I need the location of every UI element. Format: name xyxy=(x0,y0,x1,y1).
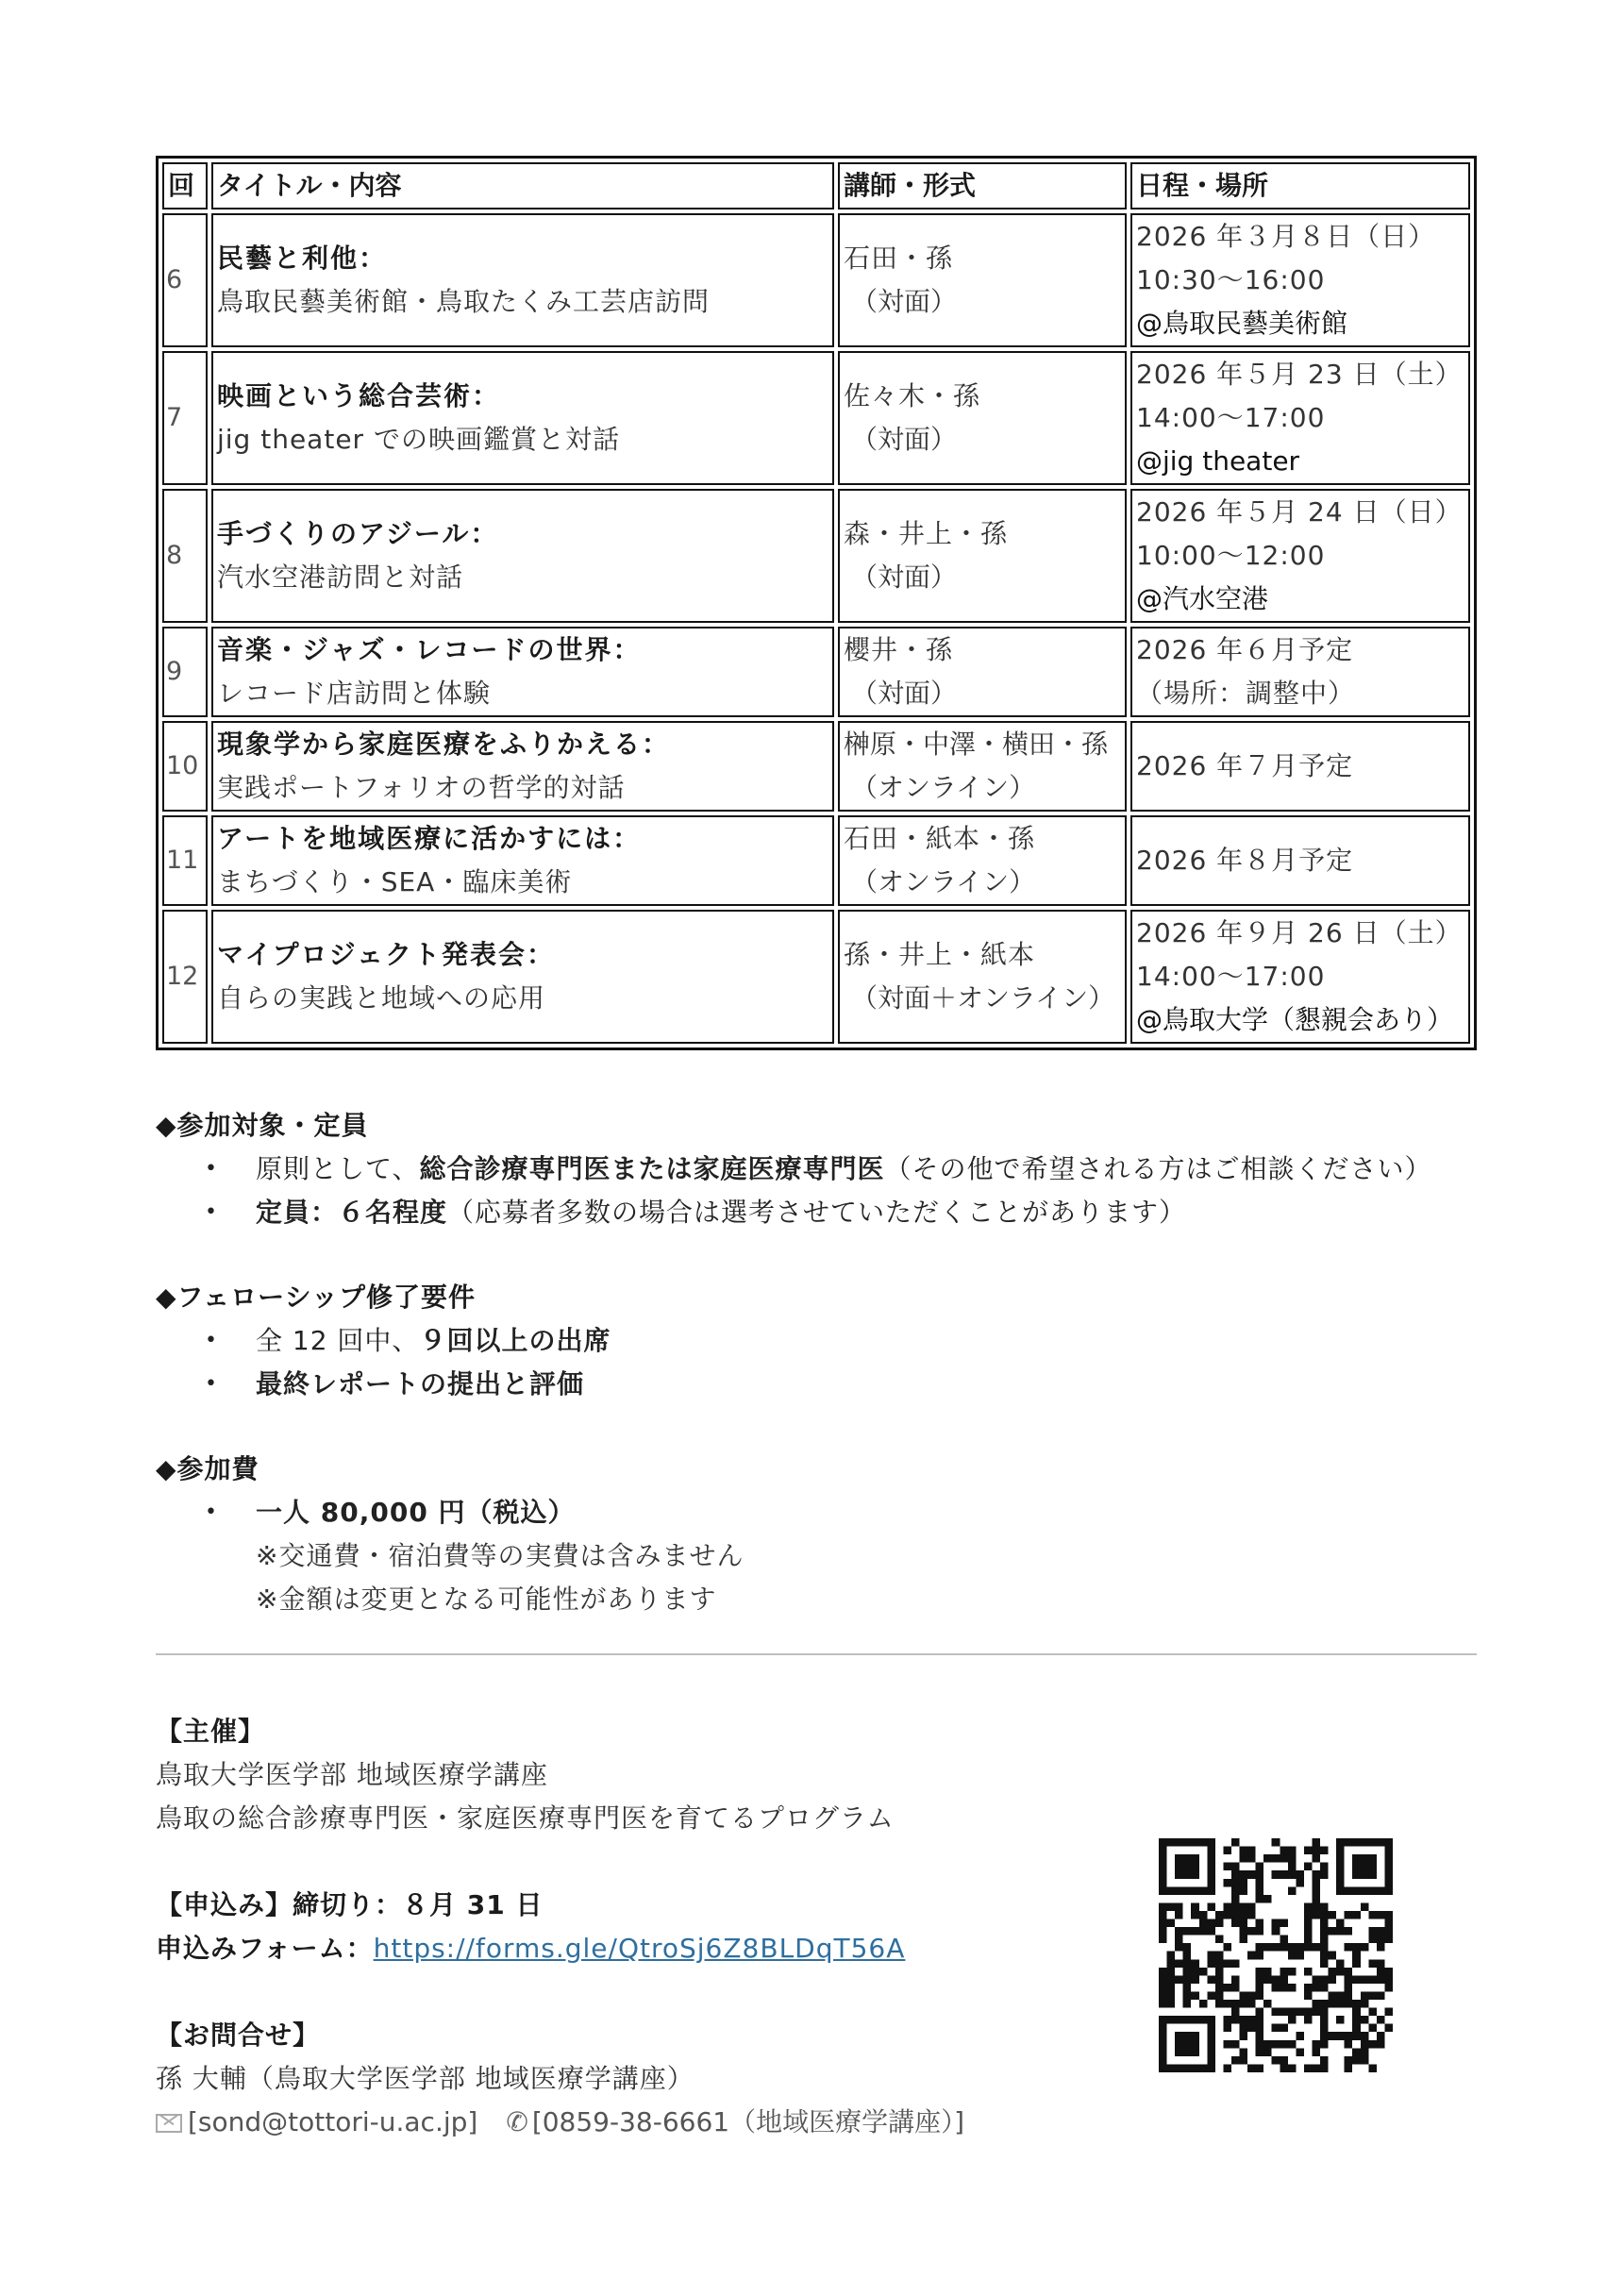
schedule-table xyxy=(156,156,1477,1050)
fee-list xyxy=(156,1491,1477,1534)
session-title: アートを地域医療に活かすには： xyxy=(217,823,642,854)
session-number: 12 xyxy=(162,910,208,1044)
table-row xyxy=(162,721,1470,812)
fee-amount: 一人 80,000 円（税込） xyxy=(256,1497,576,1528)
header-date: 日程・場所 xyxy=(1130,162,1470,209)
date-cell xyxy=(1130,213,1470,347)
session-place: （場所：調整中） xyxy=(1136,678,1356,709)
lecturer-names: 石田・紙本・孫 xyxy=(844,823,1036,854)
session-subtitle: 実践ポートフォリオの哲学的対話 xyxy=(217,772,626,803)
session-number: 8 xyxy=(162,489,208,623)
section-divider xyxy=(156,1653,1477,1655)
list-item xyxy=(156,1191,1477,1234)
table-row xyxy=(162,627,1470,717)
lecturer-names: 榊原・中澤・横田・孫 xyxy=(844,729,1109,760)
lecturer-cell xyxy=(838,213,1127,347)
date-cell xyxy=(1130,351,1470,485)
eligibility-list xyxy=(156,1148,1477,1234)
session-subtitle: まちづくり・SEA・臨床美術 xyxy=(217,866,573,897)
mail-icon xyxy=(156,2114,182,2133)
capacity-note: （応募者多数の場合は選考させていただくことがあります） xyxy=(447,1197,1187,1228)
session-subtitle: 汽水空港訪問と対話 xyxy=(217,561,464,593)
session-format: （対面） xyxy=(851,424,958,455)
eligibility-text: 原則として、 xyxy=(256,1153,420,1184)
session-date: 2026 年５月 23 日（土） xyxy=(1136,359,1463,390)
footer xyxy=(156,1710,1194,2144)
header-lecturer: 講師・形式 xyxy=(838,162,1127,209)
attendance-emphasis: ９回以上の出席 xyxy=(419,1325,611,1356)
host-line: 鳥取の総合診療専門医・家庭医療専門医を育てるプログラム xyxy=(156,1802,895,1834)
date-cell xyxy=(1130,627,1470,717)
capacity-label: 定員：６名程度 xyxy=(256,1197,448,1228)
date-cell xyxy=(1130,721,1470,812)
lecturer-names: 森・井上・孫 xyxy=(844,518,1009,549)
bullet-icon: • xyxy=(205,1200,218,1224)
lecturer-cell xyxy=(838,815,1127,906)
session-subtitle: 自らの実践と地域への応用 xyxy=(217,982,546,1014)
form-row xyxy=(156,1927,1194,1970)
phone-icon: ✆ xyxy=(506,2106,528,2137)
session-date: 2026 年６月予定 xyxy=(1136,634,1354,665)
session-number: 11 xyxy=(162,815,208,906)
session-title-cell xyxy=(211,627,834,717)
session-date: 2026 年７月予定 xyxy=(1136,750,1354,781)
eligibility-emphasis: 総合診療専門医または家庭医療専門医 xyxy=(419,1153,885,1184)
session-number: 9 xyxy=(162,627,208,717)
report-requirement: 最終レポートの提出と評価 xyxy=(256,1368,585,1399)
session-title-cell xyxy=(211,489,834,623)
session-date: 2026 年８月予定 xyxy=(1136,845,1354,876)
completion-list xyxy=(156,1319,1477,1406)
apply-heading: 【申込み】締切り：８月 31 日 xyxy=(156,1889,544,1920)
host-heading: 【主催】 xyxy=(156,1716,266,1747)
session-subtitle: レコード店訪問と体験 xyxy=(217,678,492,709)
header-title: タイトル・内容 xyxy=(211,162,834,209)
session-title-cell xyxy=(211,815,834,906)
session-time: 10:00〜12:00 xyxy=(1136,540,1326,571)
form-link[interactable]: https://forms.gle/QtroSj6Z8BLDqT56A xyxy=(373,1933,906,1964)
session-number: 10 xyxy=(162,721,208,812)
completion-heading: ◆フェローシップ修了要件 xyxy=(156,1282,477,1313)
bullet-icon: • xyxy=(205,1329,218,1352)
list-item xyxy=(156,1148,1477,1191)
session-format: （オンライン） xyxy=(851,866,1036,897)
bullet-icon: • xyxy=(205,1157,218,1181)
table-row xyxy=(162,489,1470,623)
session-format: （対面） xyxy=(851,678,958,709)
session-place: @汽水空港 xyxy=(1136,583,1269,614)
table-row xyxy=(162,351,1470,485)
session-place: @鳥取民藝美術館 xyxy=(1136,308,1348,339)
lecturer-names: 櫻井・孫 xyxy=(844,634,954,665)
session-time: 14:00〜17:00 xyxy=(1136,402,1326,433)
session-date: 2026 年５月 24 日（日） xyxy=(1136,496,1463,528)
session-number: 7 xyxy=(162,351,208,485)
fee-heading: ◆参加費 xyxy=(156,1453,259,1484)
contact-row xyxy=(156,2101,1194,2144)
session-time: 10:30〜16:00 xyxy=(1136,264,1326,295)
lecturer-cell xyxy=(838,627,1127,717)
eligibility-note: （その他で希望される方はご相談ください） xyxy=(884,1153,1432,1184)
contact-name: 孫 大輔（鳥取大学医学部 地域医療学講座） xyxy=(156,2063,694,2094)
list-item xyxy=(156,1319,1477,1363)
fee-note: ※交通費・宿泊費等の実費は含みません xyxy=(256,1540,745,1571)
session-format: （オンライン） xyxy=(851,772,1036,803)
contact-phone[interactable]: [0859-38-6661（地域医療学講座）] xyxy=(531,2106,965,2137)
fee-note: ※金額は変更となる可能性があります xyxy=(256,1584,717,1615)
header-no: 回 xyxy=(162,162,208,209)
date-cell xyxy=(1130,815,1470,906)
lecturer-names: 孫・井上・紙本 xyxy=(844,939,1036,970)
bullet-icon: • xyxy=(205,1500,218,1524)
session-title-cell xyxy=(211,351,834,485)
info-sections xyxy=(156,1104,1477,1621)
eligibility-heading: ◆参加対象・定員 xyxy=(156,1110,369,1141)
list-item xyxy=(156,1491,1477,1534)
session-format: （対面） xyxy=(851,561,958,593)
session-format: （対面） xyxy=(851,286,958,317)
session-title: 民藝と利他： xyxy=(217,243,388,274)
table-row xyxy=(162,213,1470,347)
host-line: 鳥取大学医学部 地域医療学講座 xyxy=(156,1759,548,1790)
attendance-text: 全 12 回中、 xyxy=(256,1325,420,1356)
lecturer-cell xyxy=(838,489,1127,623)
bullet-icon: • xyxy=(205,1372,218,1396)
lecturer-names: 佐々木・孫 xyxy=(844,380,981,411)
lecturer-cell xyxy=(838,910,1127,1044)
date-cell xyxy=(1130,910,1470,1044)
list-item xyxy=(156,1363,1477,1406)
session-date: 2026 年３月８日（日） xyxy=(1136,221,1436,252)
session-title-cell xyxy=(211,213,834,347)
session-format: （対面＋オンライン） xyxy=(851,982,1115,1014)
session-time: 14:00〜17:00 xyxy=(1136,961,1326,992)
session-title: 現象学から家庭医療をふりかえる： xyxy=(217,729,671,760)
session-title-cell xyxy=(211,910,834,1044)
form-label: 申込みフォーム： xyxy=(156,1933,374,1964)
lecturer-cell xyxy=(838,721,1127,812)
session-subtitle: jig theater での映画鑑賞と対話 xyxy=(217,424,620,455)
session-title: マイプロジェクト発表会： xyxy=(217,939,556,970)
session-title: 音楽・ジャズ・レコードの世界： xyxy=(217,634,642,665)
session-title: 映画という総合芸術： xyxy=(217,380,501,411)
lecturer-names: 石田・孫 xyxy=(844,243,954,274)
table-row xyxy=(162,910,1470,1044)
table-row xyxy=(162,815,1470,906)
session-subtitle: 鳥取民藝美術館・鳥取たくみ工芸店訪問 xyxy=(217,286,711,317)
contact-heading: 【お問合せ】 xyxy=(156,2019,321,2051)
lecturer-cell xyxy=(838,351,1127,485)
session-place: @jig theater xyxy=(1136,445,1300,477)
qr-code-icon[interactable] xyxy=(1159,1838,1393,2072)
session-title-cell xyxy=(211,721,834,812)
contact-email[interactable]: [sond@tottori-u.ac.jp] xyxy=(188,2106,478,2137)
date-cell xyxy=(1130,489,1470,623)
session-title: 手づくりのアジール： xyxy=(217,518,499,549)
session-place: @鳥取大学（懇親会あり） xyxy=(1136,1004,1454,1035)
table-header-row xyxy=(162,162,1470,209)
session-number: 6 xyxy=(162,213,208,347)
session-date: 2026 年９月 26 日（土） xyxy=(1136,917,1463,948)
